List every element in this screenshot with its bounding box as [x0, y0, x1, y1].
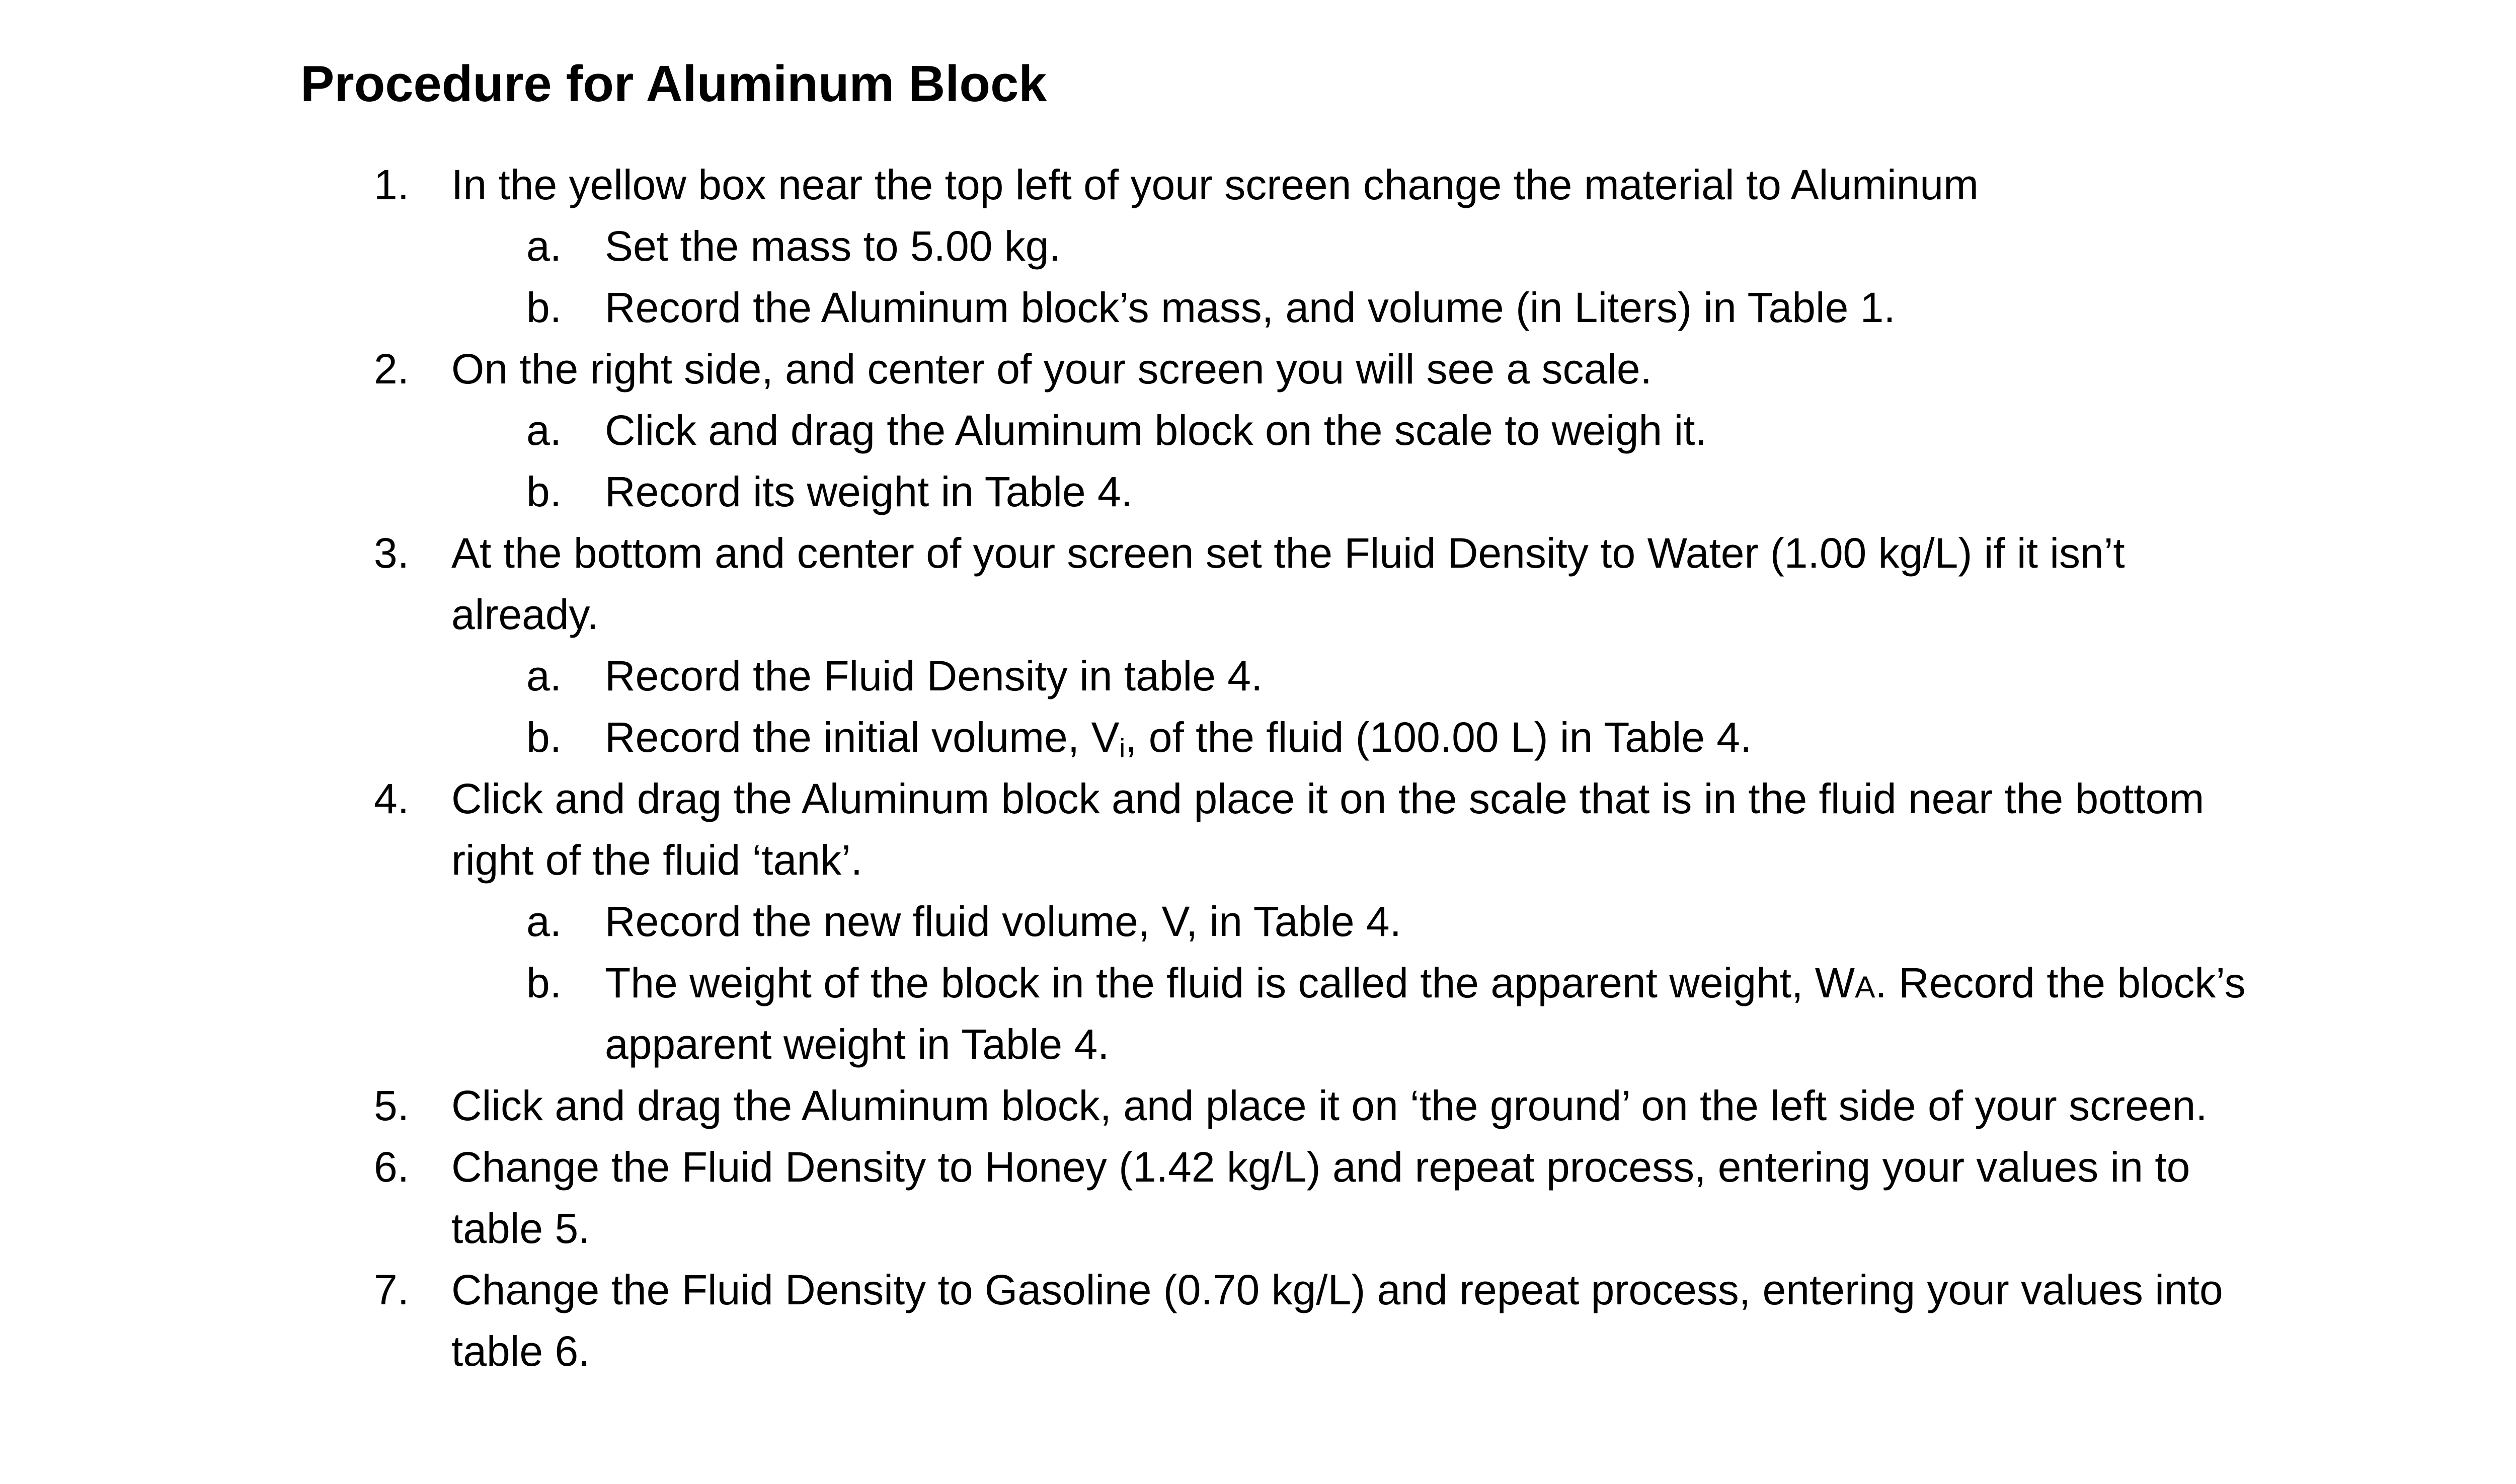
sub-step-text-pre: Record the initial volume, V	[605, 714, 1120, 761]
sub-item	[0, 707, 2516, 768]
list-item	[0, 154, 2516, 215]
sub-step-text	[605, 952, 2246, 1018]
sub-step-letter: a.	[526, 222, 562, 270]
list-item	[0, 1259, 2516, 1320]
sub-step-letter: a.	[526, 898, 562, 945]
procedure-list	[0, 154, 2516, 1382]
sub-step-text-post: . Record the block’s	[1875, 959, 2246, 1006]
sub-step-letter: b.	[526, 714, 562, 761]
list-item-continuation	[0, 1320, 2516, 1382]
sub-step-letter: b.	[526, 959, 562, 1006]
step-number: 6.	[374, 1143, 410, 1191]
step-text: Change the Fluid Density to Honey (1.42 kg/L) and repeat process, entering your values in to	[451, 1143, 2190, 1191]
list-item	[0, 768, 2516, 829]
page-title: Procedure for Aluminum Block	[300, 56, 1047, 112]
sub-item	[0, 891, 2516, 952]
step-text: Click and drag the Aluminum block and place it on the scale that is in the fluid near the bottom	[451, 775, 2205, 822]
sub-step-text-post: , of the fluid (100.00 L) in Table 4.	[1125, 714, 1752, 761]
list-item	[0, 522, 2516, 584]
sub-item	[0, 277, 2516, 338]
step-text: In the yellow box near the top left of your screen change the material to Aluminum	[451, 161, 1979, 208]
step-text: At the bottom and center of your screen set the Fluid Density to Water (1.00 kg/L) if it isn’t	[451, 529, 2125, 577]
sub-item	[0, 215, 2516, 277]
sub-item	[0, 461, 2516, 522]
step-number: 7.	[374, 1266, 410, 1313]
sub-step-text: Set the mass to 5.00 kg.	[605, 222, 1061, 270]
sub-item	[0, 952, 2516, 1013]
sub-step-text: Record the new fluid volume, V, in Table 4.	[605, 898, 1401, 945]
step-text: already.	[451, 591, 599, 638]
list-item-continuation	[0, 829, 2516, 891]
step-text: table 6.	[451, 1327, 590, 1375]
step-number: 2.	[374, 345, 410, 393]
apparent-weight-subscript: A	[1855, 970, 1875, 1004]
sub-step-text-pre: The weight of the block in the fluid is called the apparent weight, W	[605, 959, 1855, 1006]
sub-step-text: Click and drag the Aluminum block on the scale to weigh it.	[605, 407, 1707, 454]
sub-step-text	[605, 707, 1752, 768]
step-text: Click and drag the Aluminum block, and place it on ‘the ground’ on the left side of your screen.	[451, 1082, 2208, 1129]
sub-item	[0, 400, 2516, 461]
sub-step-letter: a.	[526, 407, 562, 454]
sub-step-text: Record the Fluid Density in table 4.	[605, 652, 1263, 699]
step-text: right of the fluid ‘tank’.	[451, 836, 863, 884]
step-number: 3.	[374, 529, 410, 577]
sub-step-letter: b.	[526, 284, 562, 331]
list-item-continuation	[0, 584, 2516, 645]
initial-volume-subscript: i	[1119, 734, 1126, 763]
list-item	[0, 338, 2516, 400]
list-item-continuation	[0, 1198, 2516, 1259]
step-number: 5.	[374, 1082, 410, 1129]
step-text: table 5.	[451, 1205, 590, 1252]
step-text: Change the Fluid Density to Gasoline (0.70 kg/L) and repeat process, entering your values into	[451, 1266, 2223, 1313]
sub-step-letter: a.	[526, 652, 562, 699]
sub-step-text: apparent weight in Table 4.	[605, 1021, 1110, 1068]
step-number: 4.	[374, 775, 410, 822]
sub-step-text: Record the Aluminum block’s mass, and volume (in Liters) in Table 1.	[605, 284, 1896, 331]
step-text: On the right side, and center of your screen you will see a scale.	[451, 345, 1652, 393]
sub-item-continuation	[0, 1013, 2516, 1075]
sub-step-text: Record its weight in Table 4.	[605, 468, 1133, 515]
list-item	[0, 1075, 2516, 1136]
list-item	[0, 1136, 2516, 1198]
step-number: 1.	[374, 161, 410, 208]
sub-step-letter: b.	[526, 468, 562, 515]
sub-item	[0, 645, 2516, 707]
